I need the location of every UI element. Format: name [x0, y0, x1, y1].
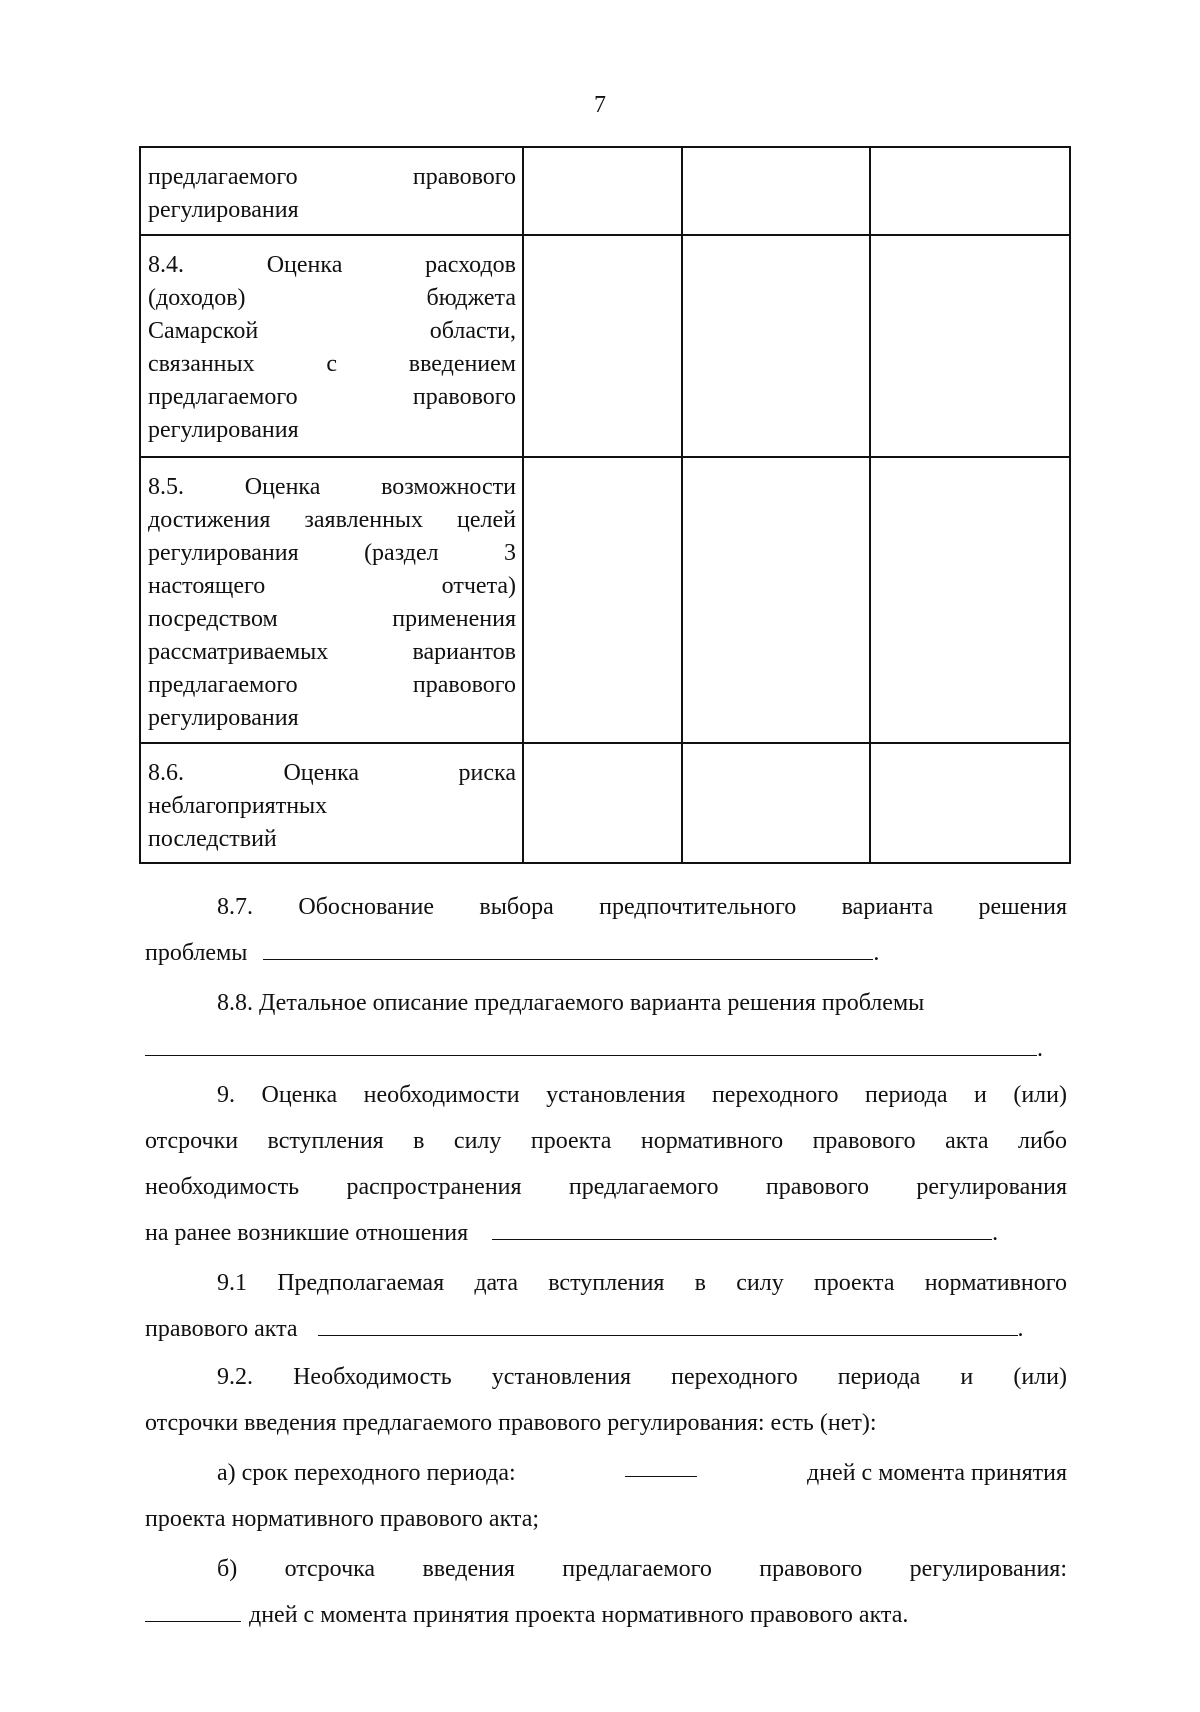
paragraph-9 [145, 1072, 1067, 1256]
pb-line2-row [145, 1592, 1067, 1638]
row-label-line: регулирования [148, 705, 299, 731]
row-label-line: предлагаемого правового [148, 164, 516, 190]
table-cell [870, 147, 1070, 235]
table-cell [523, 147, 682, 235]
pa-part1: а) срок переходного периода: [217, 1460, 516, 1486]
blank-field [145, 1029, 1037, 1056]
blank-field [625, 1450, 697, 1477]
row-label-line: регулирования [148, 197, 299, 223]
paragraph-8-8 [145, 980, 1067, 1072]
p9-line4-row [145, 1210, 1067, 1256]
row-label-line: 8.6. Оценка риска [148, 760, 516, 786]
blank-field [145, 1595, 241, 1622]
p91-line2: правового акта [145, 1316, 298, 1342]
row-label-line: последствий [148, 826, 277, 852]
p91-line1: 9.1 Предполагаемая дата вступления в силу проекта нормативного [217, 1270, 1067, 1296]
period: . [1017, 1316, 1024, 1342]
p87-line2: проблемы [145, 940, 248, 966]
row-label-line: (доходов) бюджета [148, 285, 516, 311]
table-row [140, 457, 1070, 743]
table-cell [523, 457, 682, 743]
p88-line: 8.8. Детальное описание предлагаемого варианта решения проблемы [217, 990, 925, 1016]
row-label-line: предлагаемого правового [148, 672, 516, 698]
pb-line2: дней с момента принятия проекта нормативного правового акта. [249, 1602, 909, 1628]
p87-line2-row [145, 930, 1067, 976]
row-label-line: регулирования [148, 417, 299, 443]
table-row [140, 743, 1070, 863]
blank-field [492, 1213, 992, 1240]
pb-line1: б) отсрочка введения предлагаемого правового регулирования: [217, 1556, 1067, 1582]
table-cell [870, 457, 1070, 743]
row-label-line: 8.4. Оценка расходов [148, 252, 516, 278]
paragraph-9-1 [145, 1260, 1067, 1352]
pa-part2: дней с момента принятия [806, 1460, 1067, 1486]
row-label [140, 457, 523, 743]
blank-field [318, 1309, 1018, 1336]
paragraph-9-2 [145, 1354, 1067, 1446]
p9-line3: необходимость распространения предлагаемого правового регулирования [145, 1174, 1067, 1200]
row-label [140, 147, 523, 235]
row-label-line: посредством применения [148, 606, 516, 632]
paragraph-8-7 [145, 884, 1067, 976]
row-label-line: достижения заявленных целей [148, 507, 516, 533]
table-cell [682, 743, 870, 863]
p92-line1: 9.2. Необходимость установления переходного периода и (или) [217, 1364, 1067, 1390]
pa-line2: проекта нормативного правового акта; [145, 1506, 540, 1532]
p9-line1: 9. Оценка необходимости установления переходного периода и (или) [217, 1082, 1067, 1108]
p92-line2: отсрочки введения предлагаемого правового регулирования: есть (нет): [145, 1410, 877, 1436]
table-cell [870, 743, 1070, 863]
row-label-line: связанных с введением [148, 351, 516, 377]
period: . [873, 940, 880, 966]
table-row [140, 147, 1070, 235]
table-cell [870, 235, 1070, 457]
row-label-line: неблагоприятных [148, 793, 328, 819]
page-number: 7 [594, 92, 606, 118]
row-label-line: регулирования (раздел 3 [148, 540, 516, 566]
p9-line4: на ранее возникшие отношения [145, 1220, 469, 1246]
row-label [140, 743, 523, 863]
p91-line2-row [145, 1306, 1067, 1352]
row-label-line: предлагаемого правового [148, 384, 516, 410]
table-cell [682, 147, 870, 235]
table-row [140, 235, 1070, 457]
paragraph-b [145, 1546, 1067, 1638]
pa-line1-row [145, 1450, 1067, 1496]
paragraph-a [145, 1450, 1067, 1542]
row-label-line: Самарской области, [148, 318, 516, 344]
period: . [1037, 1036, 1043, 1062]
period: . [992, 1220, 999, 1246]
row-label [140, 235, 523, 457]
blank-field [263, 933, 873, 960]
row-label-line: рассматриваемых вариантов [148, 639, 516, 665]
row-label-line: настоящего отчета) [148, 573, 516, 599]
p88-fill-row [145, 1026, 1067, 1072]
table-cell [682, 235, 870, 457]
p87-line1: 8.7. Обоснование выбора предпочтительного варианта решения [217, 894, 1067, 920]
p9-line2: отсрочки вступления в силу проекта нормативного правового акта либо [145, 1128, 1067, 1154]
assessment-table [139, 146, 1071, 864]
table-cell [523, 235, 682, 457]
table-cell [523, 743, 682, 863]
table-cell [682, 457, 870, 743]
row-label-line: 8.5. Оценка возможности [148, 474, 516, 500]
